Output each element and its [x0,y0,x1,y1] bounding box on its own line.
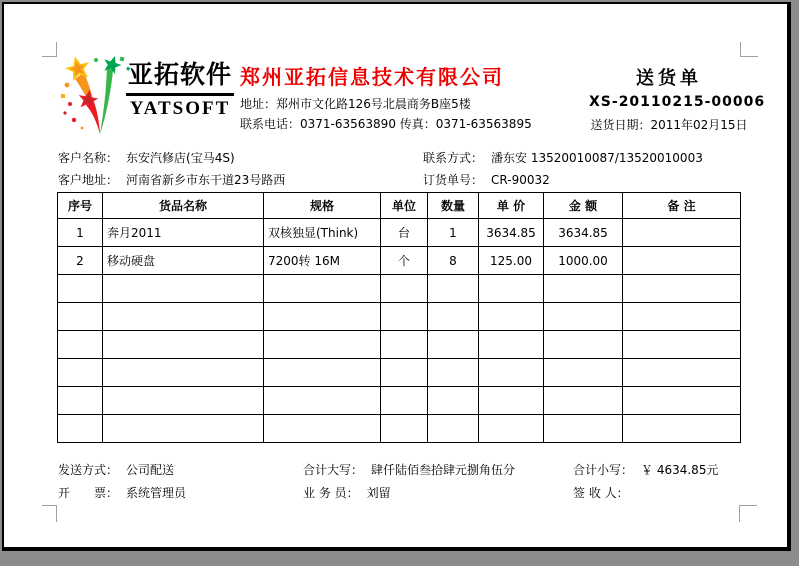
col-header-price: 单 价 [479,193,544,219]
cell-price: 3634.85 [479,219,544,247]
col-header-product: 货品名称 [103,193,264,219]
issuer-label: 开 票： [58,486,119,500]
cell-price: 125.00 [479,247,544,275]
amount-words-row [303,461,515,478]
delivery-note-page [2,2,791,551]
cell-remark [623,247,741,275]
table-empty-row [58,359,741,387]
receiver-row [573,484,629,501]
customer-contact-row [423,149,703,166]
amount-words-label: 合计大写： [303,463,364,477]
table-empty-row [58,275,741,303]
table-empty-row [58,415,741,443]
customer-contact-value: 潘东安 13520010087/13520010003 [491,151,703,165]
brand-name-cn: 亚拓软件 [126,60,234,96]
delivery-method-row [58,461,174,478]
crop-mark-bottom-right [739,505,757,522]
order-number-row [423,171,550,188]
cell-qty: 1 [428,219,479,247]
salesman-value: 刘留 [366,486,391,500]
col-header-unit: 单位 [381,193,428,219]
salesman-row [303,484,391,501]
cell-index: 2 [58,247,103,275]
customer-address-row [58,171,285,188]
cell-amount: 3634.85 [544,219,623,247]
table-empty-row [58,331,741,359]
order-number-label: 订货单号： [423,173,484,187]
crop-mark-bottom-left [42,505,57,522]
company-name: 郑州亚拓信息技术有限公司 [240,65,504,89]
delivery-method-label: 发送方式： [58,463,119,477]
customer-name-label: 客户名称： [58,151,119,165]
cell-spec: 双核独显(Think) [264,219,381,247]
col-header-spec: 规格 [264,193,381,219]
cell-index: 1 [58,219,103,247]
cell-amount: 1000.00 [544,247,623,275]
amount-figures-row [573,461,718,478]
amount-figures-value: ￥ 4634.85元 [641,463,719,477]
customer-name-row [58,149,235,166]
table-empty-row [58,387,741,415]
table-row [58,219,741,247]
goods-table [57,192,741,443]
cell-product: 奔月2011 [103,219,264,247]
col-header-remark: 备 注 [623,193,741,219]
order-number-value: CR-90032 [491,173,550,187]
salesman-label: 业 务 员： [303,486,359,500]
col-header-qty: 数量 [428,193,479,219]
customer-address-label: 客户地址： [58,173,119,187]
doc-date: 送货日期：2011年02月15日 [590,118,748,132]
col-header-amount: 金 额 [544,193,623,219]
brand-block [126,60,234,120]
doc-title: 送货单 [636,68,702,89]
customer-address-value: 河南省新乡市东干道23号路西 [126,173,286,187]
receiver-label: 签 收 人： [573,486,629,500]
crop-mark-top-left [42,42,57,57]
cell-unit: 个 [381,247,428,275]
company-phone-fax: 联系电话：0371-63563890 传真：0371-63563895 [240,117,532,131]
doc-number: XS-20110215-00006 [589,94,766,110]
issuer-row [58,484,186,501]
crop-mark-top-right [740,42,758,57]
cell-product: 移动硬盘 [103,247,264,275]
col-header-index: 序号 [58,193,103,219]
table-row [58,247,741,275]
brand-name-en: YATSOFT [129,98,231,119]
cell-spec: 7200转 16M [264,247,381,275]
cell-unit: 台 [381,219,428,247]
company-address: 地址：郑州市文化路126号北晨商务B座5楼 [240,97,471,111]
delivery-method-value: 公司配送 [126,463,175,477]
goods-table-header-row [58,193,741,219]
amount-words-value: 肆仟陆佰叁拾肆元捌角伍分 [371,463,516,477]
customer-contact-label: 联系方式： [423,151,484,165]
cell-remark [623,219,741,247]
cell-qty: 8 [428,247,479,275]
issuer-value: 系统管理员 [126,486,187,500]
amount-figures-label: 合计小写： [573,463,634,477]
table-empty-row [58,303,741,331]
customer-name-value: 东安汽修店(宝马4S) [126,151,235,165]
